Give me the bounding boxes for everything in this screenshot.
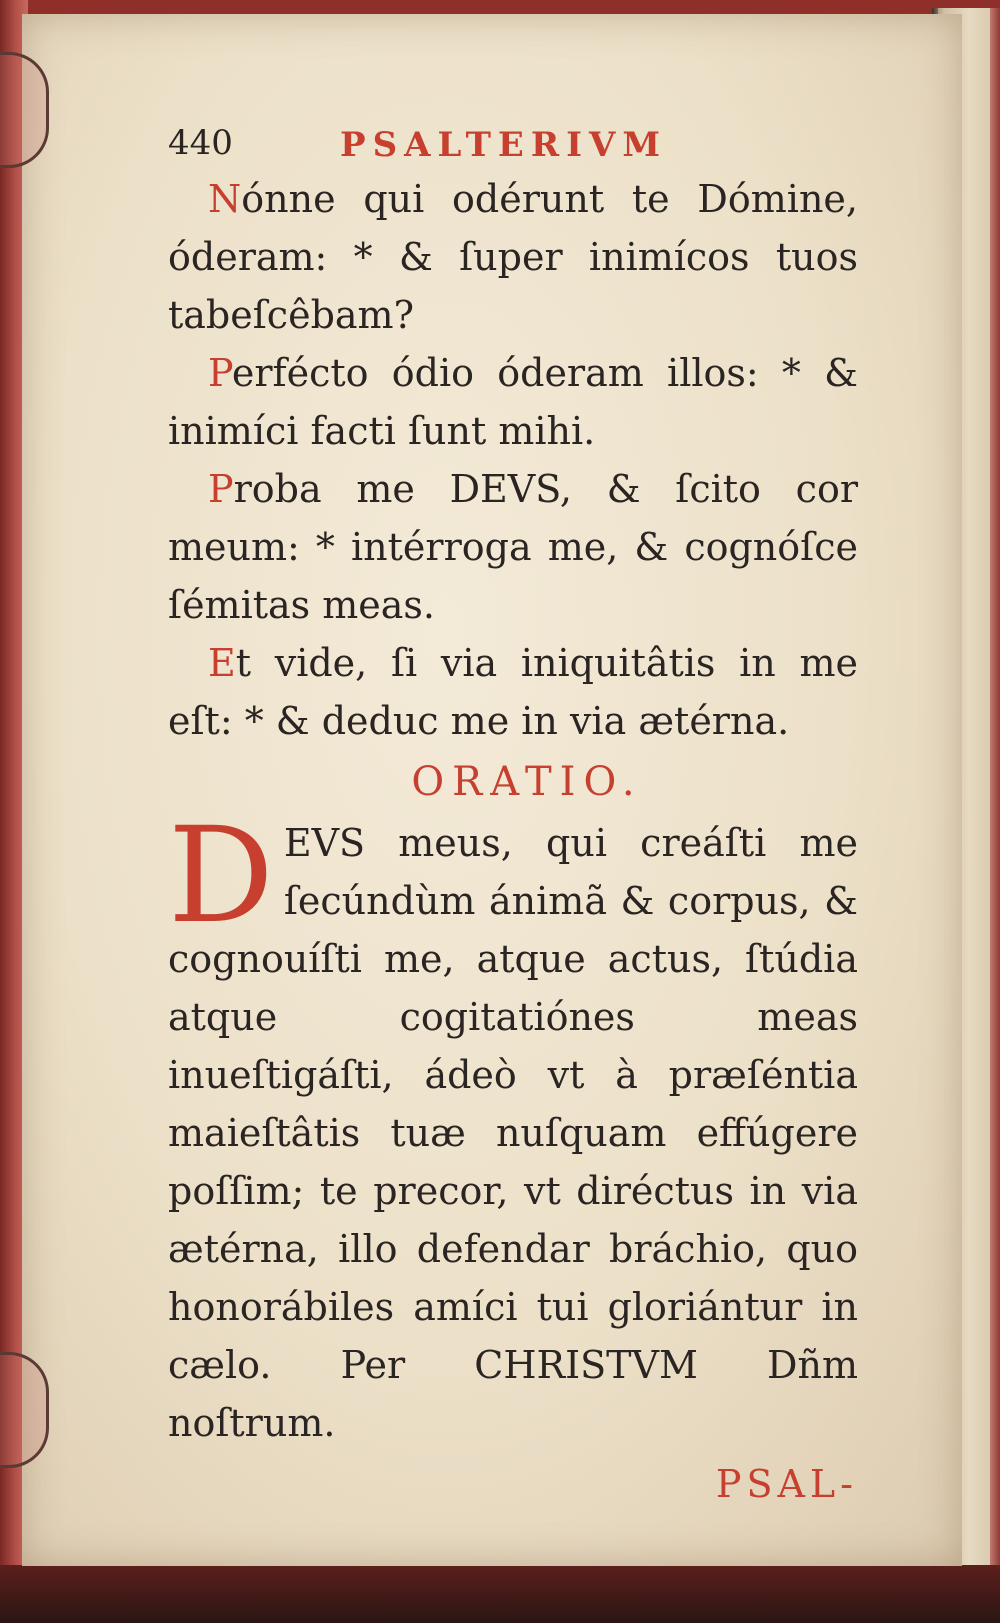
page-text xyxy=(168,108,858,1516)
oratio-text xyxy=(168,799,858,1452)
binding-bottom-edge xyxy=(0,1565,1000,1623)
verse-initial: P xyxy=(208,351,232,395)
verse-text: roba me DEVS, & ſcito cor meum: * intérroga me, & cognóſce ſémitas meas. xyxy=(168,467,858,627)
verse-2 xyxy=(168,344,858,460)
running-title: PSALTERIVM xyxy=(340,125,668,165)
clasp-bottom xyxy=(0,1352,49,1468)
clasp-top xyxy=(0,52,49,168)
verse-initial: P xyxy=(208,467,234,511)
oratio-heading: ORATIO. xyxy=(411,759,643,805)
verse-1 xyxy=(168,170,858,344)
verse-initial: E xyxy=(208,641,236,685)
red-page-edge xyxy=(990,8,1000,1573)
verse-initial: N xyxy=(208,177,242,221)
page-number: 440 xyxy=(168,123,233,163)
running-head xyxy=(168,108,858,170)
verse-4 xyxy=(168,634,858,750)
verse-text: ónne qui odérunt te Dómine, óderam: * & ſuper inimícos tuos tabeſcêbam? xyxy=(168,177,858,337)
catchword: PSAL- xyxy=(715,1462,858,1506)
verse-text: t vide, ſi via iniquitâtis in me eſt: * & deduc me in via ætérna. xyxy=(168,641,858,743)
verse-3 xyxy=(168,460,858,634)
prayer-body: EVS meus, qui creáſti me ſecúndùm ánimã & corpus, & cognouíſti me, atque actus, ſtúdia atque cogitatiónes meas inueſtigáſti, ádeò vt à præſéntia maieſtâtis tuæ nuſquam effúgere poſſim; te precor, vt diréctus in via ætérna, illo defendar bráchio, quo honorábiles amíci tui gloriántur in cælo. Per CHRISTVM Dñm noſtrum. xyxy=(168,821,858,1445)
verse-text: erfécto ódio óderam illos: * & inimíci facti ſunt mihi. xyxy=(168,351,858,453)
drop-cap: D xyxy=(168,799,274,953)
